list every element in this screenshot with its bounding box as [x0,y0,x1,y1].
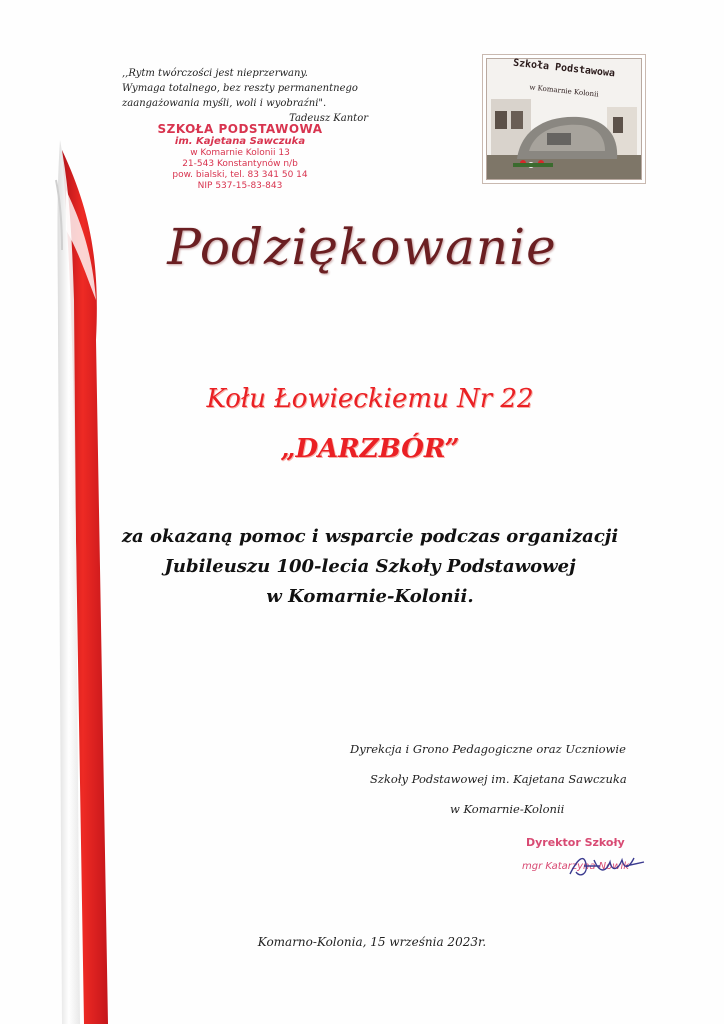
school-photo [486,58,642,180]
body-line-1: za okazaną pomoc i wsparcie podczas organizacji [121,526,619,547]
issuer-block [330,734,660,824]
quote-line: ,,Rytm twórczości jest nieprzerwany. [122,68,308,79]
issuer-line-3: w Komarnie-Kolonii [450,802,565,816]
director-role: Dyrektor Szkoły [526,836,625,849]
stamp-school-name: SZKOŁA PODSTAWOWA [157,122,323,136]
body-line-3: w Komarnie-Kolonii. [266,586,474,607]
stamp-nip: NIP 537-15-83-843 [197,181,283,191]
signature-image [560,848,650,882]
quote-line: Wymaga totalnego, bez reszty permanentnego [122,83,358,94]
recipient [100,374,640,474]
body-line-2: Jubileuszu 100-lecia Szkoły Podstawowej [164,556,576,577]
quote-block [122,66,372,126]
stamp-phone: pow. bialski, tel. 83 341 50 14 [172,170,308,180]
photo-caption-subtitle: w Komarnie Kolonii [529,83,599,99]
stamp-address: w Komarnie Kolonii 13 [190,148,290,158]
issuer-line-2: Szkoły Podstawowej im. Kajetana Sawczuka [370,772,627,786]
director-name: mgr Katarzyna Nowik [522,861,630,872]
recipient-line-1: Kołu Łowieckiemu Nr 22 [206,384,534,414]
stamp-patron: im. Kajetana Sawczuka [174,136,306,147]
quote-line: zaangażowania myśli, woli i wyobraźni". [122,98,327,109]
recipient-line-2: „DARZBÓR” [280,434,460,464]
photo-caption-title: Szkoła Podstawowa [512,57,616,80]
issue-date: Komarno-Kolonia, 15 września 2023r. [257,935,487,949]
certificate-title: Podziękowanie [167,218,557,276]
body-text [100,522,640,612]
issuer-line-1: Dyrekcja i Grono Pedagogiczne oraz Uczniowie [350,742,626,756]
quote-author: Tadeusz Kantor [289,113,368,124]
stamp-postal: 21-543 Konstantynów n/b [182,159,298,169]
school-stamp [140,122,340,192]
